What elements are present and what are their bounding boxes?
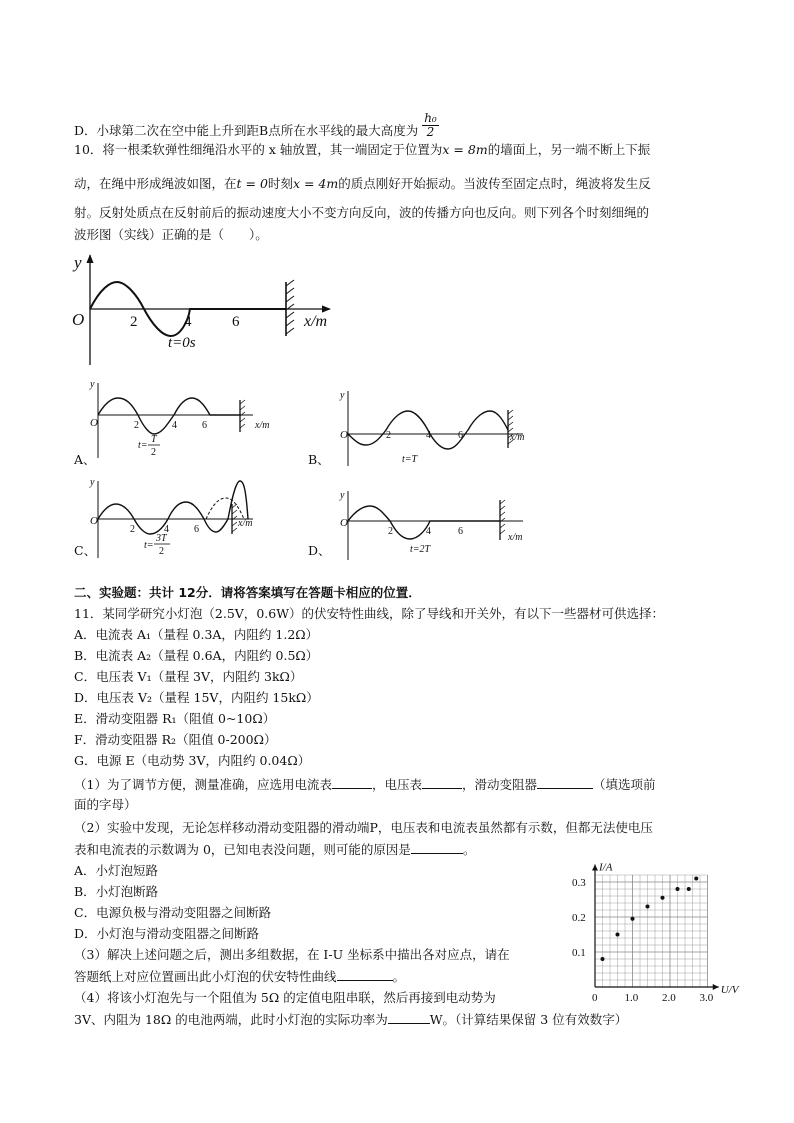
q11-choice-b: B．小灯泡断路 — [74, 884, 159, 899]
q11-item-d: D．电压表 V₂（量程 15V，内阻约 15kΩ） — [74, 690, 319, 705]
q11-item-g: G．电源 E（电动势 3V，内阻约 0.04Ω） — [74, 753, 311, 768]
wave-curve — [348, 506, 500, 539]
option-c-label: C、 — [74, 543, 97, 558]
tick-6: 6 — [202, 420, 207, 431]
y-tick-label: 0.1 — [572, 947, 586, 959]
q10-line1: 10．将一根柔软弹性细绳沿水平的 x 轴放置，其一端固定于位置为x = 8m的墙面上，另一端不断上下振 — [74, 142, 651, 157]
q11-part1: （1）为了调节方便，测量准确，应选用电流表 ，电压表 ，滑动变阻器 （填选项前 — [74, 777, 656, 792]
x-label: x/m — [510, 432, 525, 443]
q11-part4-line1: （4）将该小灯泡先与一个阻值为 5Ω 的定值电阻串联，然后再接到电动势为 — [74, 990, 496, 1005]
time-numerator: T — [151, 434, 157, 445]
q11-choice-c: C．电源负极与滑动变阻器之间断路 — [74, 905, 272, 920]
wave-curve — [98, 481, 248, 534]
tick-2: 2 — [130, 524, 135, 535]
time-numerator: 3T — [156, 533, 167, 544]
option-d-graph — [338, 486, 538, 566]
tick-6: 6 — [194, 524, 199, 535]
data-point — [661, 896, 665, 900]
x-axis-label: U/V — [720, 984, 739, 996]
x-label: x/m — [238, 518, 253, 529]
y-label: y — [90, 379, 95, 390]
option-b-graph — [338, 386, 538, 476]
tick-4: 4 — [164, 524, 169, 535]
origin-label: O — [90, 515, 98, 527]
tick-2: 2 — [386, 430, 391, 441]
y-label: y — [90, 477, 95, 488]
q11-part2-line2: 表和电流表的示数调为 0，已知电表没问题，则可能的原因是 。 — [74, 842, 476, 857]
answer-blank-rheostat[interactable] — [537, 776, 593, 789]
wall-hatch — [500, 500, 505, 534]
answer-blank-curve[interactable] — [337, 968, 393, 981]
q11-part1-cont: 面的字母） — [74, 797, 137, 812]
tick-2: 2 — [388, 526, 393, 537]
origin-label: O — [340, 429, 348, 441]
tick-4: 4 — [172, 420, 177, 431]
main-wave-graph — [60, 250, 360, 380]
iu-characteristic-chart — [568, 856, 748, 1006]
data-point — [616, 933, 620, 937]
section-2-heading: 二、实验题：共计 12分．请将答案填写在答题卡相应的位置． — [74, 585, 421, 600]
origin-label: O — [90, 417, 98, 429]
time-prefix: t= — [138, 440, 148, 451]
time-label: t=0s — [168, 335, 196, 351]
wall-hatch — [232, 504, 237, 532]
y-tick-label: 0.2 — [572, 912, 586, 924]
dashed-incident-wave — [206, 498, 244, 519]
y-tick-label: 0.3 — [572, 877, 586, 889]
q11-part3-line1: （3）解决上述问题之后，测出多组数据，在 I-U 坐标系中描出各对应点，请在 — [74, 947, 510, 962]
data-point — [687, 887, 691, 891]
tick-4: 4 — [426, 526, 431, 537]
tick-6: 6 — [232, 314, 240, 330]
time-label: t=2T — [410, 544, 431, 555]
y-label: y — [74, 253, 82, 272]
data-point — [676, 887, 680, 891]
answer-blank-ammeter[interactable] — [332, 776, 372, 789]
tick-6: 6 — [458, 430, 463, 441]
answer-blank-voltmeter[interactable] — [422, 776, 462, 789]
time-denominator: 2 — [159, 546, 164, 557]
time-prefix: t= — [144, 540, 154, 551]
q11-part2-line1: （2）实验中发现，无论怎样移动滑动变阻器的滑动端P，电压表和电流表虽然都有示数，但都无法使电压 — [74, 820, 653, 835]
time-label: t=T — [402, 454, 418, 465]
q11-item-e: E．滑动变阻器 R₁（阻值 0~10Ω） — [74, 711, 276, 726]
q10-line2: 动，在绳中形成绳波如图，在t = 0时刻x = 4m的质点刚好开始振动。当波传至固定点时，绳波将发生反 — [74, 176, 651, 191]
x-tick-label: 2.0 — [662, 992, 676, 1004]
wall-hatch — [240, 400, 245, 428]
option-d-label: D、 — [308, 543, 331, 558]
q11-item-f: F．滑动变阻器 R₂（阻值 0-200Ω） — [74, 732, 277, 747]
x-label: x/m — [255, 420, 270, 431]
y-axis-label: I/A — [599, 861, 613, 874]
x-axis-arrow — [713, 984, 719, 990]
tick-2: 2 — [134, 420, 139, 431]
q11-choice-a: A．小灯泡短路 — [74, 863, 159, 878]
wall-hatch — [286, 280, 294, 334]
option-d-prev: D．小球第二次在空中能上升到距B点所在水平线的最大高度为 $\frac{\text{h₀}}{2}$ — [74, 111, 437, 139]
q11-item-b: B．电流表 A₂（量程 0.6A，内阻约 0.5Ω） — [74, 648, 319, 663]
tick-6: 6 — [458, 526, 463, 537]
y-axis-arrow — [592, 865, 598, 871]
tick-2: 2 — [130, 314, 138, 330]
data-point — [694, 877, 698, 881]
data-point — [646, 905, 650, 909]
option-b-label: B、 — [308, 452, 330, 467]
q11-intro: 11．某同学研究小灯泡（2.5V，0.6W）的伏安特性曲线，除了导线和开关外，有以下一些器材可供选择： — [74, 606, 665, 621]
x-tick-label: 0 — [592, 992, 598, 1004]
data-point — [601, 957, 605, 961]
q11-choice-d: D．小灯泡与滑动变阻器之间断路 — [74, 926, 260, 941]
tick-4: 4 — [184, 314, 192, 330]
option-a-graph — [88, 378, 278, 468]
q11-item-c: C．电压表 V₁（量程 3V，内阻约 3kΩ） — [74, 669, 303, 684]
answer-blank-reason[interactable] — [411, 841, 463, 854]
time-denominator: 2 — [151, 447, 156, 458]
x-tick-label: 3.0 — [699, 992, 714, 1004]
y-label: y — [340, 490, 345, 501]
origin-label: O — [72, 310, 85, 329]
option-a-label: A、 — [74, 452, 96, 467]
q11-part3-line2: 答题纸上对应位置画出此小灯泡的伏安特性曲线 。 — [74, 969, 406, 984]
data-point — [631, 917, 635, 921]
x-label: x/m — [508, 532, 523, 543]
x-label: x/m — [304, 313, 328, 330]
q10-line3: 射。反射处质点在反射前后的振动速度大小不变方向反向，波的传播方向也反向。则下列各个时刻细绳的 — [74, 205, 650, 220]
x-tick-label: 1.0 — [624, 992, 639, 1004]
tick-4: 4 — [426, 430, 431, 441]
q11-item-a: A．电流表 A₁（量程 0.3A，内阻约 1.2Ω） — [74, 627, 319, 642]
q10-line4: 波形图（实线）正确的是（ ）。 — [74, 227, 268, 242]
fraction-h0-over-2: $\frac{\text{h₀}}{2}$ — [424, 111, 437, 139]
q11-part4-line2: 3V、内阻为 18Ω 的电池两端，此时小灯泡的实际功率为 W。（计算结果保留 3 位有效数字） — [74, 1012, 628, 1027]
answer-blank-power[interactable] — [388, 1011, 430, 1024]
y-label: y — [340, 390, 345, 401]
origin-label: O — [340, 517, 348, 529]
option-c-graph — [88, 476, 278, 566]
wave-curve — [98, 398, 240, 434]
